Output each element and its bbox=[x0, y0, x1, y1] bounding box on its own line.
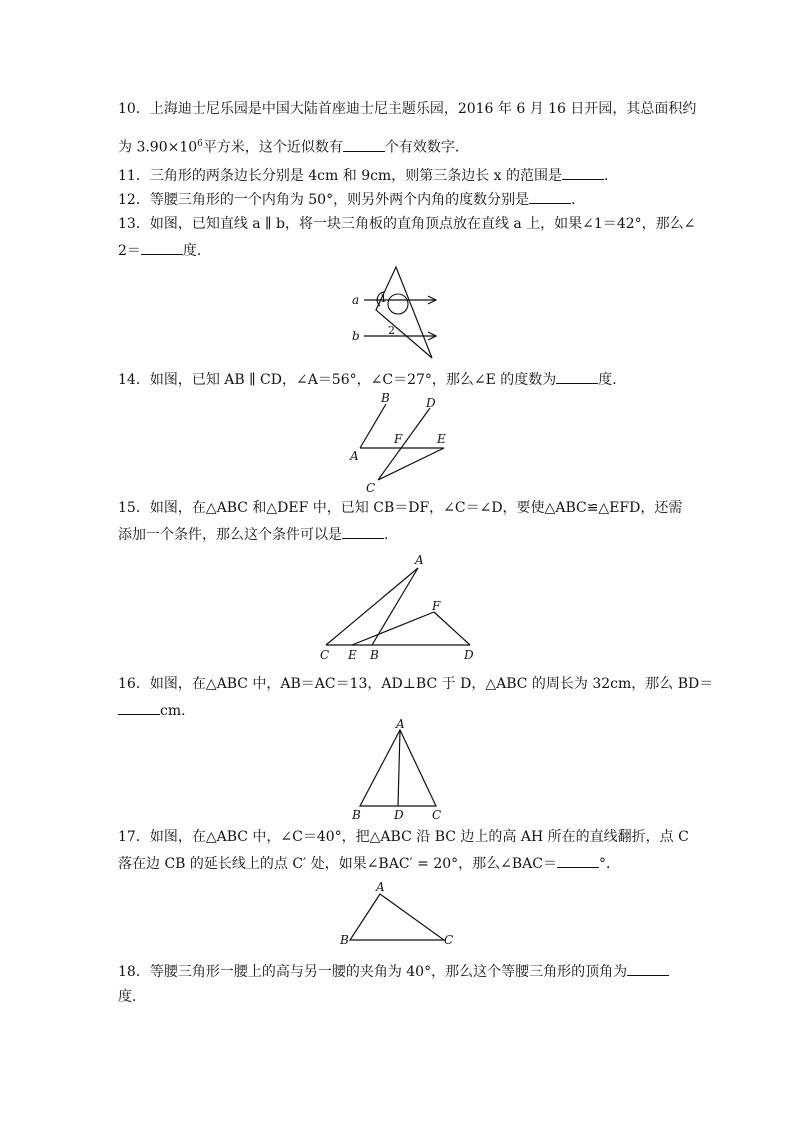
q15-label-B: B bbox=[370, 648, 379, 662]
q10-text: 为 3.90×10 bbox=[118, 139, 198, 156]
q10-exponent: 6 bbox=[197, 139, 203, 149]
q16-line1: 16．如图，在△ABC 中，AB＝AC＝13，AD⊥BC 于 D，△ABC 的周长为 32cm，那么 BD＝ bbox=[118, 676, 714, 692]
q15-label-C: C bbox=[320, 648, 330, 662]
q12-end: ． bbox=[571, 192, 586, 208]
q14-answer-blank[interactable] bbox=[556, 369, 598, 384]
q13-label-1: 1 bbox=[380, 292, 387, 305]
q17-label-B: B bbox=[340, 933, 349, 947]
q14-segment-AB bbox=[360, 404, 386, 448]
q16-label-A: A bbox=[396, 718, 405, 731]
q18-answer-blank[interactable] bbox=[627, 961, 669, 976]
q16-answer-blank[interactable] bbox=[118, 700, 160, 715]
q15-figure bbox=[310, 550, 490, 666]
q15-segment-AB bbox=[372, 568, 418, 645]
q15-label-A: A bbox=[415, 553, 424, 567]
q16-label-C: C bbox=[432, 808, 442, 822]
q14-figure bbox=[340, 392, 460, 496]
q17-figure bbox=[334, 880, 464, 950]
q15-segment-EF bbox=[352, 612, 434, 645]
q16-figure bbox=[344, 718, 454, 824]
q18-text: 18．等腰三角形一腰上的高与另一腰的夹角为 40°，那么这个等腰三角形的顶角为 bbox=[118, 964, 628, 980]
q16-label-D: D bbox=[394, 808, 404, 822]
q15-label-D: D bbox=[464, 648, 474, 662]
q14-segment-DC bbox=[378, 408, 430, 480]
q15-segment-FD bbox=[434, 612, 470, 645]
q17-text: 落在边 CB 的延长线上的点 C′ 处，如果∠BAC′ = 20°，那么∠BAC＝ bbox=[118, 856, 557, 872]
q10-answer-blank[interactable] bbox=[343, 137, 385, 152]
q17-label-C: C bbox=[444, 933, 454, 947]
q10-line1: 10．上海迪士尼乐园是中国大陆首座迪士尼主题乐园，2016 年 6 月 16 日开园，其总面积约 bbox=[118, 101, 697, 117]
q10-line2 bbox=[118, 134, 469, 158]
q15-text: 添加一个条件，那么这个条件可以是 bbox=[118, 527, 342, 543]
q13-line1: 13．如图，已知直线 a ∥ b，将一块三角板的直角顶点放在直线 a 上，如果∠1＝42°，那么∠ bbox=[118, 216, 696, 232]
q16-end: cm． bbox=[160, 703, 196, 719]
q10-text2: 平方米，这个近似数有 bbox=[202, 139, 343, 156]
q15-answer-blank[interactable] bbox=[342, 524, 384, 539]
q17-line1: 17．如图，在△ABC 中，∠C＝40°，把△ABC 沿 BC 边上的高 AH 所在的直线翻折，点 C bbox=[118, 829, 689, 845]
q11-text: 11．三角形的两条边长分别是 4cm 和 9cm，则第三条边长 x 的范围是 bbox=[118, 168, 563, 184]
q15-end: ． bbox=[384, 527, 398, 543]
q13-label-a: a bbox=[352, 293, 360, 307]
q12-line bbox=[118, 189, 585, 210]
q18-line2: 度． bbox=[118, 989, 146, 1005]
q13-figure bbox=[340, 262, 450, 362]
q15-line1: 15．如图，在△ABC 和△DEF 中，已知 CB＝DF，∠C＝∠D，要使△ABC≌△EFD，还需 bbox=[118, 500, 683, 516]
q15-label-F: F bbox=[432, 599, 441, 613]
q12-text: 12．等腰三角形的一个内角为 50°，则另外两个内角的度数分别是 bbox=[118, 192, 530, 208]
q14-label-A: A bbox=[350, 449, 359, 463]
q15-line2 bbox=[118, 524, 398, 545]
q17-triangle-ABC bbox=[350, 894, 444, 940]
q15-segment-CA bbox=[326, 568, 418, 645]
q13-label-b: b bbox=[352, 329, 360, 343]
q12-answer-blank[interactable] bbox=[529, 189, 571, 204]
q13-text: 2＝ bbox=[118, 243, 141, 259]
q16-line2 bbox=[118, 700, 195, 721]
q14-label-E: E bbox=[437, 432, 446, 446]
q14-text: 14．如图，已知 AB ∥ CD，∠A＝56°，∠C＝27°，那么∠E 的度数为 bbox=[118, 372, 557, 388]
q13-answer-blank[interactable] bbox=[141, 240, 183, 255]
q17-end: °． bbox=[599, 856, 620, 872]
q15-label-E: E bbox=[348, 648, 357, 662]
q14-end: 度． bbox=[598, 372, 627, 388]
q17-label-A: A bbox=[376, 880, 385, 894]
q14-line bbox=[118, 369, 626, 390]
q11-end: ． bbox=[604, 168, 619, 184]
q14-label-D: D bbox=[426, 396, 436, 410]
q14-label-C: C bbox=[366, 481, 376, 495]
q18-line1 bbox=[118, 961, 669, 982]
q13-label-2: 2 bbox=[388, 324, 395, 337]
q14-segment-CE bbox=[378, 448, 444, 480]
q17-line2 bbox=[118, 853, 620, 874]
q13-hole bbox=[388, 294, 408, 314]
q14-label-F: F bbox=[394, 432, 403, 446]
q16-label-B: B bbox=[352, 808, 361, 822]
q10-end: 个有效数字． bbox=[384, 139, 469, 156]
q11-line bbox=[118, 165, 618, 186]
q13-line2 bbox=[118, 240, 211, 261]
q16-altitude-AD bbox=[398, 730, 400, 806]
q14-label-B: B bbox=[381, 392, 390, 405]
q13-end: 度． bbox=[182, 243, 211, 259]
q11-answer-blank[interactable] bbox=[562, 165, 604, 180]
q17-answer-blank[interactable] bbox=[557, 853, 599, 868]
